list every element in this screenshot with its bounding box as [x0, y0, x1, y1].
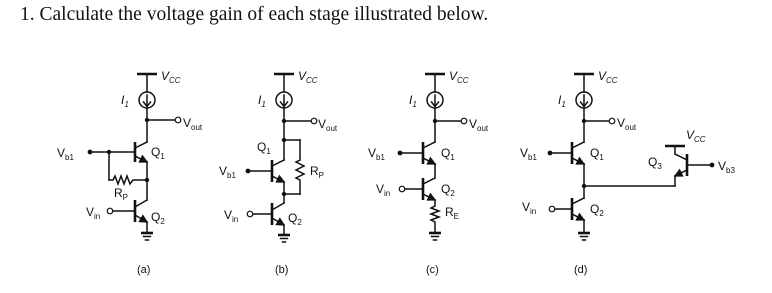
resistor-re — [431, 200, 439, 232]
vout-label: $V_{out}$ — [183, 116, 203, 132]
vin-label: $V_{in}$ — [224, 208, 239, 224]
vin-label: $V_{in}$ — [376, 182, 391, 198]
q1-label: $Q_1$ — [590, 146, 604, 162]
transistor-q2 — [272, 203, 284, 225]
vcc2-label: $V_{CC}$ — [686, 128, 706, 144]
vcc-label: $V_{CC}$ — [449, 69, 469, 85]
rp-label: $R_P$ — [114, 186, 129, 202]
q1-label: $Q_1$ — [151, 145, 165, 161]
vcc-label: $V_{CC}$ — [161, 69, 181, 85]
transistor-q2 — [423, 178, 435, 200]
caption-b: (b) — [275, 264, 289, 276]
transistor-q1 — [272, 160, 284, 182]
vout-terminal — [461, 118, 467, 124]
vcc-label: $V_{CC}$ — [298, 69, 318, 85]
q2-label: $Q_2$ — [151, 210, 165, 226]
i1-label: $I_1$ — [258, 93, 266, 109]
current-source-icon — [427, 92, 443, 108]
ground-icon — [141, 233, 153, 240]
circuit-c — [368, 69, 489, 276]
transistor-q1 — [135, 142, 147, 162]
vcc-label: $V_{CC}$ — [598, 69, 618, 85]
vout-label: $V_{out}$ — [617, 116, 637, 132]
i1-label: $I_1$ — [121, 93, 129, 109]
vout-label: $V_{out}$ — [469, 117, 489, 133]
current-source-icon — [576, 92, 592, 108]
vout-terminal — [311, 118, 317, 124]
vb3-label: $V_{b3}$ — [718, 159, 735, 175]
q3-label: $Q_3$ — [648, 155, 662, 171]
q2-label: $Q_2$ — [288, 211, 302, 227]
i1-label: $I_1$ — [409, 93, 417, 109]
ground-icon — [578, 233, 590, 240]
resistor-rp — [109, 176, 147, 184]
transistor-q2 — [572, 198, 584, 220]
caption-d: (d) — [574, 264, 588, 276]
vout-terminal — [609, 118, 615, 124]
caption-a: (a) — [137, 264, 151, 276]
vb1-label: $V_{b1}$ — [219, 164, 236, 180]
circuit-a — [57, 69, 203, 276]
ground-icon — [429, 233, 441, 240]
caption-c: (c) — [426, 264, 439, 276]
current-source-icon — [276, 92, 292, 108]
vin-label: $V_{in}$ — [522, 200, 537, 216]
transistor-q3 — [675, 154, 687, 176]
transistor-q1 — [423, 142, 435, 164]
transistor-q2 — [135, 200, 147, 222]
circuit-b — [219, 69, 338, 276]
i1-label: $I_1$ — [558, 93, 566, 109]
current-source-icon — [139, 92, 155, 108]
vb1-label: $V_{b1}$ — [368, 146, 385, 162]
vb1-label: $V_{b1}$ — [57, 146, 74, 162]
ground-icon — [278, 235, 290, 242]
transistor-q1 — [572, 142, 584, 164]
q2-label: $Q_2$ — [590, 202, 604, 218]
vout-terminal — [175, 117, 181, 123]
question-text: 1. Calculate the voltage gain of each stage illustrated below. — [20, 4, 489, 25]
vin-label: $V_{in}$ — [86, 205, 101, 221]
circuit-d — [520, 69, 735, 276]
q1-label: $Q_1$ — [257, 140, 271, 156]
vout-label: $V_{out}$ — [318, 117, 338, 133]
vb1-label: $V_{b1}$ — [520, 146, 537, 162]
q2-label: $Q_2$ — [441, 182, 455, 198]
resistor-rp — [296, 140, 304, 194]
re-label: $R_E$ — [445, 205, 460, 221]
rp-label: $R_P$ — [310, 164, 325, 180]
q1-label: $Q_1$ — [441, 146, 455, 162]
